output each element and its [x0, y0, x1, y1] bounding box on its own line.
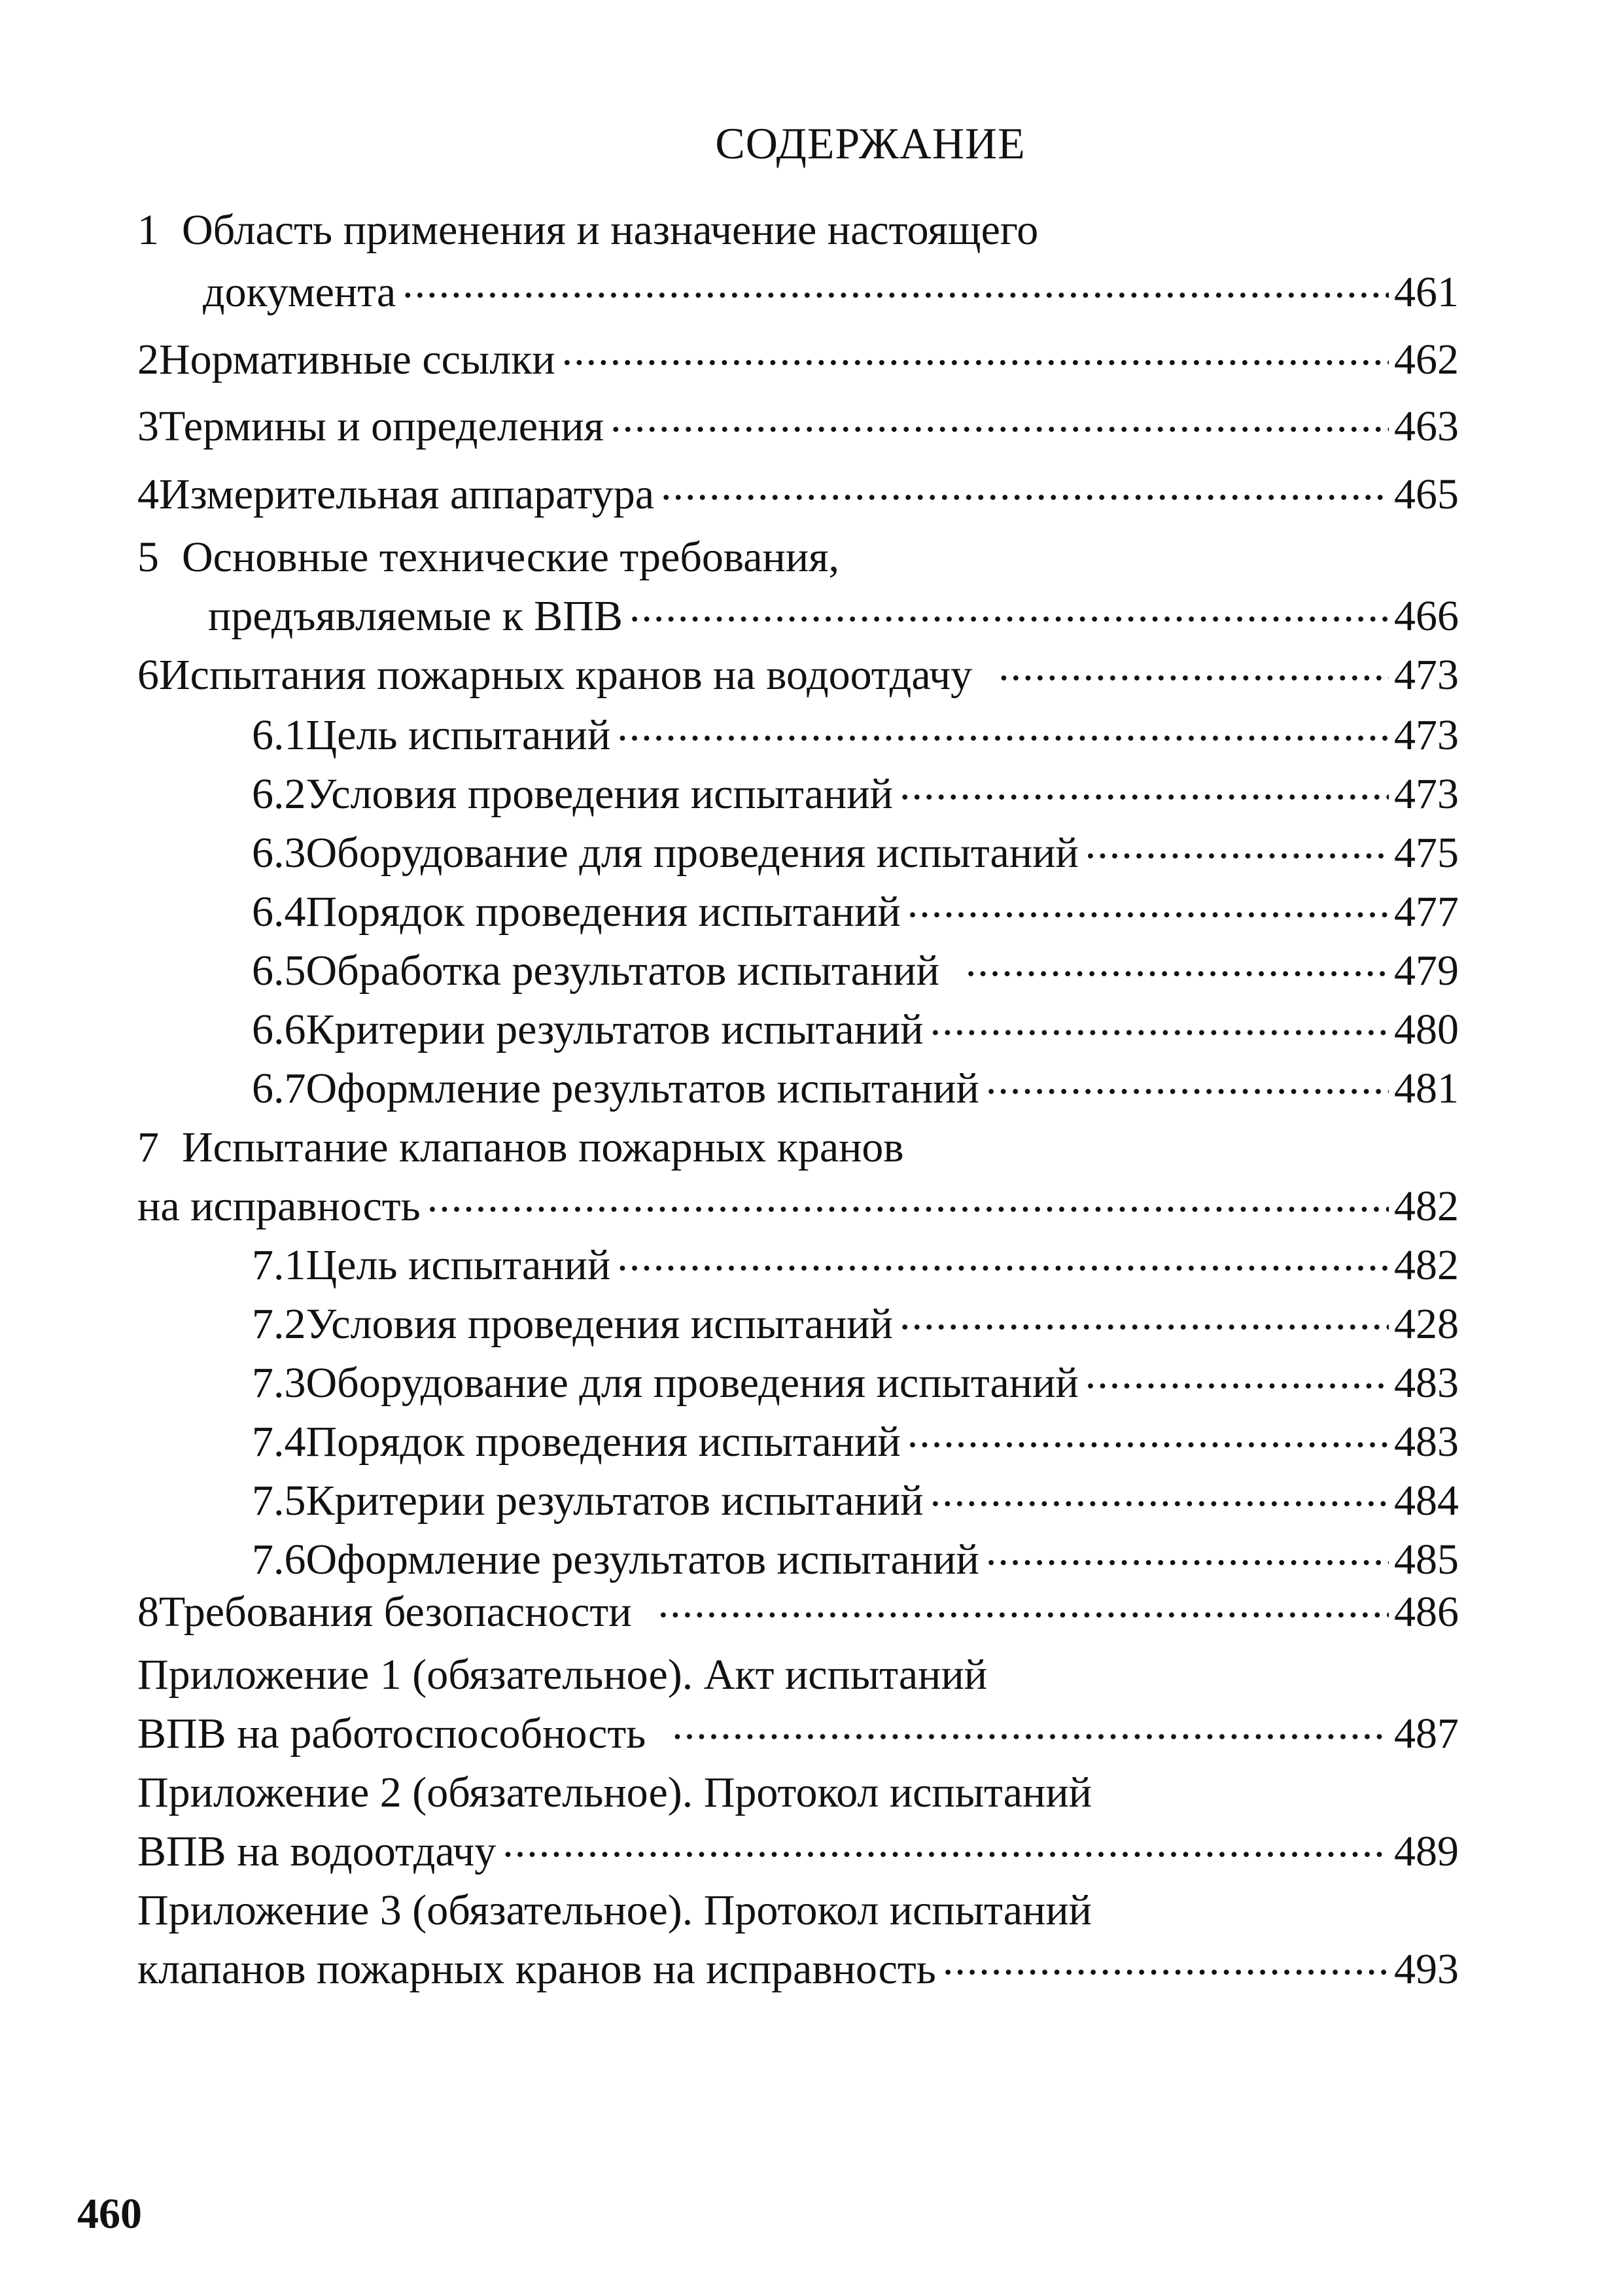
toc-page-number: 461: [1394, 268, 1459, 317]
toc-entry-title: Испытания пожарных кранов на водоотдачу: [159, 651, 973, 699]
toc-entry-title-cont: предъявляемые к ВПВ: [208, 592, 623, 641]
toc-entry-title: Обработка результатов испытаний: [305, 947, 939, 995]
toc-page-number: 493: [1394, 1945, 1459, 1994]
toc-entry-number: 2: [137, 336, 159, 384]
toc-entry-number: 6: [137, 651, 159, 699]
leader-dots: [629, 582, 1389, 632]
toc-entry-7-6[interactable]: [252, 1526, 1459, 1585]
toc-entry-number: 1: [137, 206, 159, 255]
leader-dots: [617, 701, 1389, 751]
toc-entry-title-cont: ВПВ на водоотдачу: [137, 1828, 497, 1876]
leader-dots: [1085, 1349, 1389, 1399]
leader-dots: [986, 1526, 1389, 1576]
toc-page-number: 473: [1394, 651, 1459, 699]
leader-dots: [966, 937, 1389, 987]
toc-entry-title: Условия проведения испытаний: [305, 1300, 893, 1349]
toc-page-number: 483: [1394, 1359, 1459, 1407]
toc-page-number: 482: [1394, 1241, 1459, 1290]
toc-entry-6-4[interactable]: [252, 878, 1459, 937]
leader-dots: [658, 1578, 1389, 1628]
toc-appendix-3[interactable]: [137, 1935, 1459, 1994]
toc-entry-title: Оформление результатов испытаний: [305, 1065, 979, 1113]
toc-entry-number: 6.5: [252, 947, 306, 995]
toc-entry-title: Оборудование для проведения испытаний: [305, 1359, 1079, 1407]
toc-entry-number: 4: [137, 470, 159, 519]
leader-dots: [907, 1408, 1389, 1458]
toc-entry-title-cont: клапанов пожарных кранов на исправность: [137, 1945, 936, 1994]
toc-page-number: 475: [1394, 829, 1459, 877]
toc-entry-6-2[interactable]: [252, 760, 1459, 819]
toc-entry-6-3[interactable]: [252, 819, 1459, 878]
leader-dots: [502, 1818, 1389, 1867]
toc-entry-6-5[interactable]: [252, 937, 1459, 996]
toc-appendix-2[interactable]: [137, 1818, 1459, 1877]
leader-dots: [427, 1173, 1389, 1222]
toc-entry-title-cont: на исправность: [137, 1182, 421, 1231]
toc-entry-title-cont: документа: [203, 268, 396, 317]
toc-page-number: 463: [1394, 402, 1459, 451]
toc-entry-title: Оформление результатов испытаний: [305, 1536, 979, 1584]
toc-entry-5-heading[interactable]: [137, 523, 1459, 582]
leader-dots: [562, 326, 1389, 376]
toc-entry-title: Критерии результатов испытаний: [305, 1477, 924, 1525]
toc-page-number: 480: [1394, 1006, 1459, 1054]
toc-entry-3[interactable]: [137, 393, 1459, 451]
toc-entry-title: Приложение 1 (обязательное). Акт испытаний: [137, 1651, 988, 1699]
toc-entry-number: 7.4: [252, 1418, 306, 1466]
toc-entry-number: 7.6: [252, 1536, 306, 1584]
toc-page-number: 466: [1394, 592, 1459, 641]
toc-entry-1[interactable]: [203, 258, 1459, 317]
leader-dots: [672, 1700, 1389, 1750]
leader-dots: [907, 878, 1389, 928]
toc-entry-7-3[interactable]: [252, 1349, 1459, 1408]
toc-page-number: 477: [1394, 888, 1459, 936]
toc-entry-title: Нормативные ссылки: [159, 336, 555, 384]
toc-entry-number: 6.1: [252, 711, 306, 760]
toc-entry-title: Порядок проведения испытаний: [305, 888, 901, 936]
toc-entry-7[interactable]: [137, 1173, 1459, 1231]
toc-entry-title: Требования безопасности: [159, 1588, 632, 1636]
toc-entry-title: Критерии результатов испытаний: [305, 1006, 924, 1054]
toc-entry-title: Цель испытаний: [305, 711, 611, 760]
toc-page-number: 483: [1394, 1418, 1459, 1466]
toc-entry-number: 7: [137, 1123, 159, 1172]
leader-dots: [1085, 819, 1389, 869]
toc-entry-title: Термины и определения: [159, 402, 604, 451]
toc-entry-6-1[interactable]: [252, 701, 1459, 760]
toc-page-number: 479: [1394, 947, 1459, 995]
toc-entry-number: 7.2: [252, 1300, 306, 1349]
leader-dots: [899, 760, 1389, 810]
toc-entry-title: Измерительная аппаратура: [159, 470, 655, 519]
toc-page-number: 485: [1394, 1536, 1459, 1584]
toc-entry-title: Испытание клапанов пожарных кранов: [182, 1123, 904, 1172]
toc-entry-title: Основные технические требования,: [182, 533, 840, 582]
toc-entry-2[interactable]: [137, 326, 1459, 385]
toc-entry-title: Область применения и назначение настоящего: [182, 206, 1039, 255]
toc-page-number: 482: [1394, 1182, 1459, 1231]
toc-entry-number: 6.3: [252, 829, 306, 877]
toc-entry-title: Приложение 3 (обязательное). Протокол испытаний: [137, 1886, 1092, 1935]
toc-entry-title: Приложение 2 (обязательное). Протокол испытаний: [137, 1769, 1092, 1817]
toc-title: СОДЕРЖАНИЕ: [715, 118, 1026, 168]
toc-entry-number: 6.2: [252, 770, 306, 819]
toc-appendix-1-heading[interactable]: [137, 1641, 1459, 1700]
toc-entry-number: 5: [137, 533, 159, 582]
leader-dots: [610, 393, 1389, 442]
leader-dots: [661, 461, 1389, 510]
toc-entry-7-2[interactable]: [252, 1290, 1459, 1349]
toc-entry-number: 7.3: [252, 1359, 306, 1407]
toc-entry-number: 3: [137, 402, 159, 451]
toc-page-number: 428: [1394, 1300, 1459, 1349]
toc-appendix-3-heading[interactable]: [137, 1877, 1459, 1935]
toc-entry-7-heading[interactable]: [137, 1114, 1459, 1173]
toc-page-number: 465: [1394, 470, 1459, 519]
leader-dots: [899, 1290, 1389, 1340]
toc-entry-number: 6.7: [252, 1065, 306, 1113]
toc-entry-title-cont: ВПВ на работоспособность: [137, 1710, 646, 1758]
toc-entry-title: Порядок проведения испытаний: [305, 1418, 901, 1466]
toc-entry-7-5[interactable]: [252, 1467, 1459, 1526]
toc-entry-5[interactable]: [208, 582, 1459, 641]
leader-dots: [402, 258, 1389, 308]
toc-entry-6-6[interactable]: [252, 996, 1459, 1055]
toc-entry-number: 7.5: [252, 1477, 306, 1525]
toc-page-number: 481: [1394, 1065, 1459, 1113]
toc-page-number: 486: [1394, 1588, 1459, 1636]
toc-entry-number: 6.6: [252, 1006, 306, 1054]
toc-entry-7-1[interactable]: [252, 1231, 1459, 1290]
leader-dots: [986, 1055, 1389, 1104]
leader-dots: [943, 1935, 1389, 1985]
toc-page-number: 484: [1394, 1477, 1459, 1525]
toc-entry-8[interactable]: [137, 1578, 1459, 1637]
toc-page-number: 489: [1394, 1828, 1459, 1876]
toc-page-number: 473: [1394, 770, 1459, 819]
toc-entry-number: 7.1: [252, 1241, 306, 1290]
toc-entry-6[interactable]: [137, 641, 1459, 700]
toc-appendix-2-heading[interactable]: [137, 1759, 1459, 1818]
toc-entry-title: Условия проведения испытаний: [305, 770, 893, 819]
toc-appendix-1[interactable]: [137, 1700, 1459, 1759]
toc-page-number: 462: [1394, 336, 1459, 384]
page-number: 460: [77, 2190, 142, 2238]
toc-page-number: 473: [1394, 711, 1459, 760]
toc-entry-title: Цель испытаний: [305, 1241, 611, 1290]
toc-entry-number: 8: [137, 1588, 159, 1636]
toc-entry-title: Оборудование для проведения испытаний: [305, 829, 1079, 877]
toc-entry-7-4[interactable]: [252, 1408, 1459, 1467]
leader-dots: [930, 996, 1389, 1046]
toc-entry-number: 6.4: [252, 888, 306, 936]
leader-dots: [617, 1231, 1389, 1281]
toc-entry-4[interactable]: [137, 461, 1459, 520]
leader-dots: [998, 641, 1389, 691]
toc-entry-1-heading[interactable]: [137, 196, 1459, 255]
toc-entry-6-7[interactable]: [252, 1055, 1459, 1114]
toc-page-number: 487: [1394, 1710, 1459, 1758]
leader-dots: [930, 1467, 1389, 1517]
